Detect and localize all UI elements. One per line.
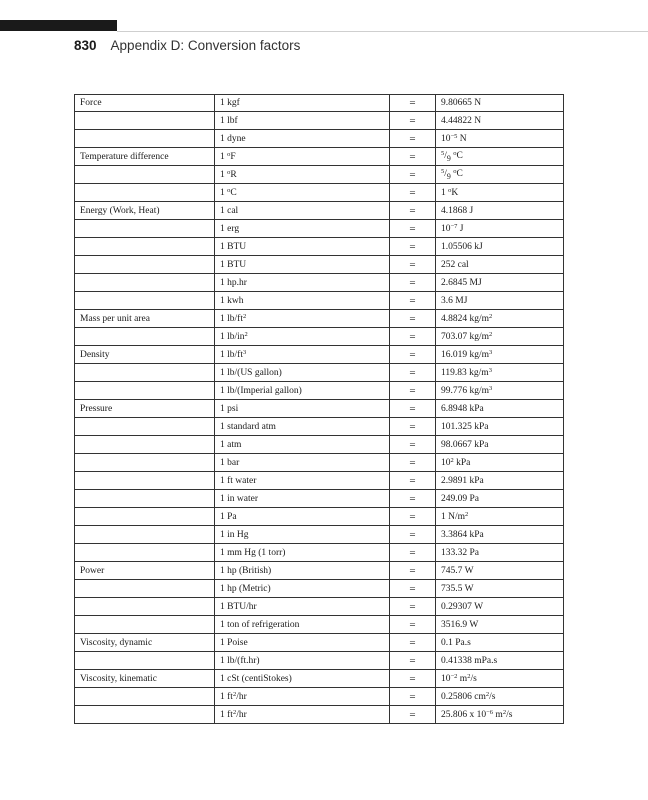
value-cell: 0.29307 W: [436, 598, 564, 616]
table-row: [75, 706, 564, 724]
quantity-cell: 1 kwh: [215, 292, 390, 310]
value-cell: 133.32 Pa: [436, 544, 564, 562]
quantity-cell: 1 atm: [215, 436, 390, 454]
value-cell: 745.7 W: [436, 562, 564, 580]
quantity-cell: 1 $ft^2/hr$: [215, 688, 390, 706]
category-cell: [75, 508, 215, 526]
category-cell: Viscosity, dynamic: [75, 634, 215, 652]
table-row: [75, 508, 564, 526]
value-cell: $10^{-5}$ N: [436, 130, 564, 148]
category-cell: [75, 112, 215, 130]
quantity-cell: 1 Pa: [215, 508, 390, 526]
equals-cell: =: [390, 382, 436, 400]
value-cell: 703.07 $kg/m^2$: [436, 328, 564, 346]
value-cell: 0.41338 mPa.s: [436, 652, 564, 670]
category-cell: [75, 382, 215, 400]
quantity-cell: 1 psi: [215, 400, 390, 418]
value-cell: 101.325 kPa: [436, 418, 564, 436]
category-cell: [75, 418, 215, 436]
value-cell: $10^{-2}$ $m^2/s$: [436, 670, 564, 688]
category-cell: [75, 652, 215, 670]
quantity-cell: 1 $lb/ft^2$: [215, 310, 390, 328]
table-row: [75, 652, 564, 670]
equals-cell: =: [390, 95, 436, 112]
value-cell: 735.5 W: [436, 580, 564, 598]
equals-cell: =: [390, 328, 436, 346]
table-row: [75, 688, 564, 706]
value-cell: 4.44822 N: [436, 112, 564, 130]
value-cell: $10^2$ kPa: [436, 454, 564, 472]
quantity-cell: 1 $lb/ft^3$: [215, 346, 390, 364]
value-cell: 6.8948 kPa: [436, 400, 564, 418]
category-cell: Pressure: [75, 400, 215, 418]
table-row: [75, 130, 564, 148]
table-row: [75, 472, 564, 490]
quantity-cell: 1 cal: [215, 202, 390, 220]
equals-cell: =: [390, 490, 436, 508]
equals-cell: =: [390, 184, 436, 202]
table-row: [75, 544, 564, 562]
equals-cell: =: [390, 292, 436, 310]
category-cell: [75, 598, 215, 616]
value-cell: 119.83 $kg/m^3$: [436, 364, 564, 382]
value-cell: 2.9891 kPa: [436, 472, 564, 490]
value-cell: 16.019 $kg/m^3$: [436, 346, 564, 364]
equals-cell: =: [390, 112, 436, 130]
value-cell: 4.8824 $kg/m^2$: [436, 310, 564, 328]
quantity-cell: 1 lb/(US gallon): [215, 364, 390, 382]
category-cell: Force: [75, 95, 215, 112]
table-row: [75, 526, 564, 544]
category-cell: [75, 274, 215, 292]
table-row: [75, 346, 564, 364]
quantity-cell: 1 hp (Metric): [215, 580, 390, 598]
quantity-cell: 1 lb/(ft.hr): [215, 652, 390, 670]
table-row: [75, 202, 564, 220]
category-cell: [75, 544, 215, 562]
table-row: [75, 382, 564, 400]
table-row: [75, 184, 564, 202]
page-header: [74, 36, 300, 56]
table-row: [75, 112, 564, 130]
equals-cell: =: [390, 310, 436, 328]
table-row: [75, 292, 564, 310]
category-cell: Energy (Work, Heat): [75, 202, 215, 220]
table-row: [75, 256, 564, 274]
page-title: Appendix D: Conversion factors: [110, 38, 301, 53]
equals-cell: =: [390, 508, 436, 526]
header-rule: [117, 31, 648, 32]
table-row: [75, 490, 564, 508]
category-cell: [75, 184, 215, 202]
category-cell: Power: [75, 562, 215, 580]
quantity-cell: 1 hp.hr: [215, 274, 390, 292]
equals-cell: =: [390, 364, 436, 382]
equals-cell: =: [390, 202, 436, 220]
value-cell: 1.05506 kJ: [436, 238, 564, 256]
value-cell: 0.25806 $cm^2/s$: [436, 688, 564, 706]
equals-cell: =: [390, 652, 436, 670]
table-row: [75, 274, 564, 292]
value-cell: 3516.9 W: [436, 616, 564, 634]
table-row: [75, 220, 564, 238]
equals-cell: =: [390, 670, 436, 688]
category-cell: [75, 454, 215, 472]
table-row: [75, 562, 564, 580]
equals-cell: =: [390, 688, 436, 706]
category-cell: Temperature difference: [75, 148, 215, 166]
table-row: [75, 580, 564, 598]
category-cell: [75, 526, 215, 544]
equals-cell: =: [390, 274, 436, 292]
table-row: [75, 418, 564, 436]
category-cell: [75, 130, 215, 148]
value-cell: 25.806 x $10^{-6}$ $m^2/s$: [436, 706, 564, 724]
quantity-cell: 1 erg: [215, 220, 390, 238]
equals-cell: =: [390, 148, 436, 166]
equals-cell: =: [390, 130, 436, 148]
value-cell: 249.09 Pa: [436, 490, 564, 508]
category-cell: [75, 328, 215, 346]
value-cell: 0.1 Pa.s: [436, 634, 564, 652]
page-number: 830: [74, 38, 97, 53]
category-cell: Mass per unit area: [75, 310, 215, 328]
category-cell: [75, 292, 215, 310]
table-row: [75, 310, 564, 328]
table-row: [75, 238, 564, 256]
equals-cell: =: [390, 526, 436, 544]
table-row: [75, 166, 564, 184]
quantity-cell: 1 $^o$F: [215, 148, 390, 166]
category-cell: [75, 706, 215, 724]
equals-cell: =: [390, 346, 436, 364]
category-cell: [75, 256, 215, 274]
equals-cell: =: [390, 400, 436, 418]
quantity-cell: 1 mm Hg (1 torr): [215, 544, 390, 562]
table-row: [75, 598, 564, 616]
quantity-cell: 1 BTU: [215, 238, 390, 256]
value-cell: $^5/_9$ $^o$C: [436, 166, 564, 184]
category-cell: [75, 220, 215, 238]
category-cell: [75, 238, 215, 256]
equals-cell: =: [390, 634, 436, 652]
value-cell: 3.6 MJ: [436, 292, 564, 310]
quantity-cell: 1 lbf: [215, 112, 390, 130]
quantity-cell: 1 standard atm: [215, 418, 390, 436]
value-cell: 1 $^o$K: [436, 184, 564, 202]
value-cell: 99.776 $kg/m^3$: [436, 382, 564, 400]
quantity-cell: 1 BTU: [215, 256, 390, 274]
table-row: [75, 670, 564, 688]
value-cell: 98.0667 kPa: [436, 436, 564, 454]
category-cell: [75, 472, 215, 490]
category-cell: Viscosity, kinematic: [75, 670, 215, 688]
equals-cell: =: [390, 562, 436, 580]
equals-cell: =: [390, 220, 436, 238]
equals-cell: =: [390, 238, 436, 256]
equals-cell: =: [390, 544, 436, 562]
table-row: [75, 400, 564, 418]
header-bar: [0, 20, 117, 31]
quantity-cell: 1 BTU/hr: [215, 598, 390, 616]
quantity-cell: 1 $^o$R: [215, 166, 390, 184]
equals-cell: =: [390, 580, 436, 598]
category-cell: Density: [75, 346, 215, 364]
quantity-cell: 1 Poise: [215, 634, 390, 652]
equals-cell: =: [390, 436, 436, 454]
quantity-cell: 1 lb/(Imperial gallon): [215, 382, 390, 400]
table-row: [75, 364, 564, 382]
quantity-cell: 1 ton of refrigeration: [215, 616, 390, 634]
equals-cell: =: [390, 166, 436, 184]
quantity-cell: 1 dyne: [215, 130, 390, 148]
equals-cell: =: [390, 454, 436, 472]
equals-cell: =: [390, 598, 436, 616]
category-cell: [75, 616, 215, 634]
equals-cell: =: [390, 616, 436, 634]
table-row: [75, 634, 564, 652]
conversion-table-body: [75, 95, 564, 724]
table-row: [75, 454, 564, 472]
category-cell: [75, 364, 215, 382]
quantity-cell: 1 $^o$C: [215, 184, 390, 202]
value-cell: 2.6845 MJ: [436, 274, 564, 292]
value-cell: $10^{-7}$ J: [436, 220, 564, 238]
table-row: [75, 95, 564, 112]
quantity-cell: 1 in water: [215, 490, 390, 508]
quantity-cell: 1 cSt (centiStokes): [215, 670, 390, 688]
equals-cell: =: [390, 256, 436, 274]
value-cell: 3.3864 kPa: [436, 526, 564, 544]
quantity-cell: 1 $lb/in^2$: [215, 328, 390, 346]
quantity-cell: 1 in Hg: [215, 526, 390, 544]
category-cell: [75, 688, 215, 706]
table-row: [75, 328, 564, 346]
category-cell: [75, 436, 215, 454]
quantity-cell: 1 $ft^2/hr$: [215, 706, 390, 724]
value-cell: 1 $N/m^2$: [436, 508, 564, 526]
table-row: [75, 616, 564, 634]
equals-cell: =: [390, 418, 436, 436]
category-cell: [75, 166, 215, 184]
value-cell: $^5/_9$ $^o$C: [436, 148, 564, 166]
quantity-cell: 1 kgf: [215, 95, 390, 112]
quantity-cell: 1 hp (British): [215, 562, 390, 580]
value-cell: 252 cal: [436, 256, 564, 274]
equals-cell: =: [390, 472, 436, 490]
table-row: [75, 148, 564, 166]
table-row: [75, 436, 564, 454]
quantity-cell: 1 ft water: [215, 472, 390, 490]
conversion-table: [74, 94, 564, 724]
equals-cell: =: [390, 706, 436, 724]
category-cell: [75, 580, 215, 598]
value-cell: 4.1868 J: [436, 202, 564, 220]
category-cell: [75, 490, 215, 508]
value-cell: 9.80665 N: [436, 95, 564, 112]
quantity-cell: 1 bar: [215, 454, 390, 472]
